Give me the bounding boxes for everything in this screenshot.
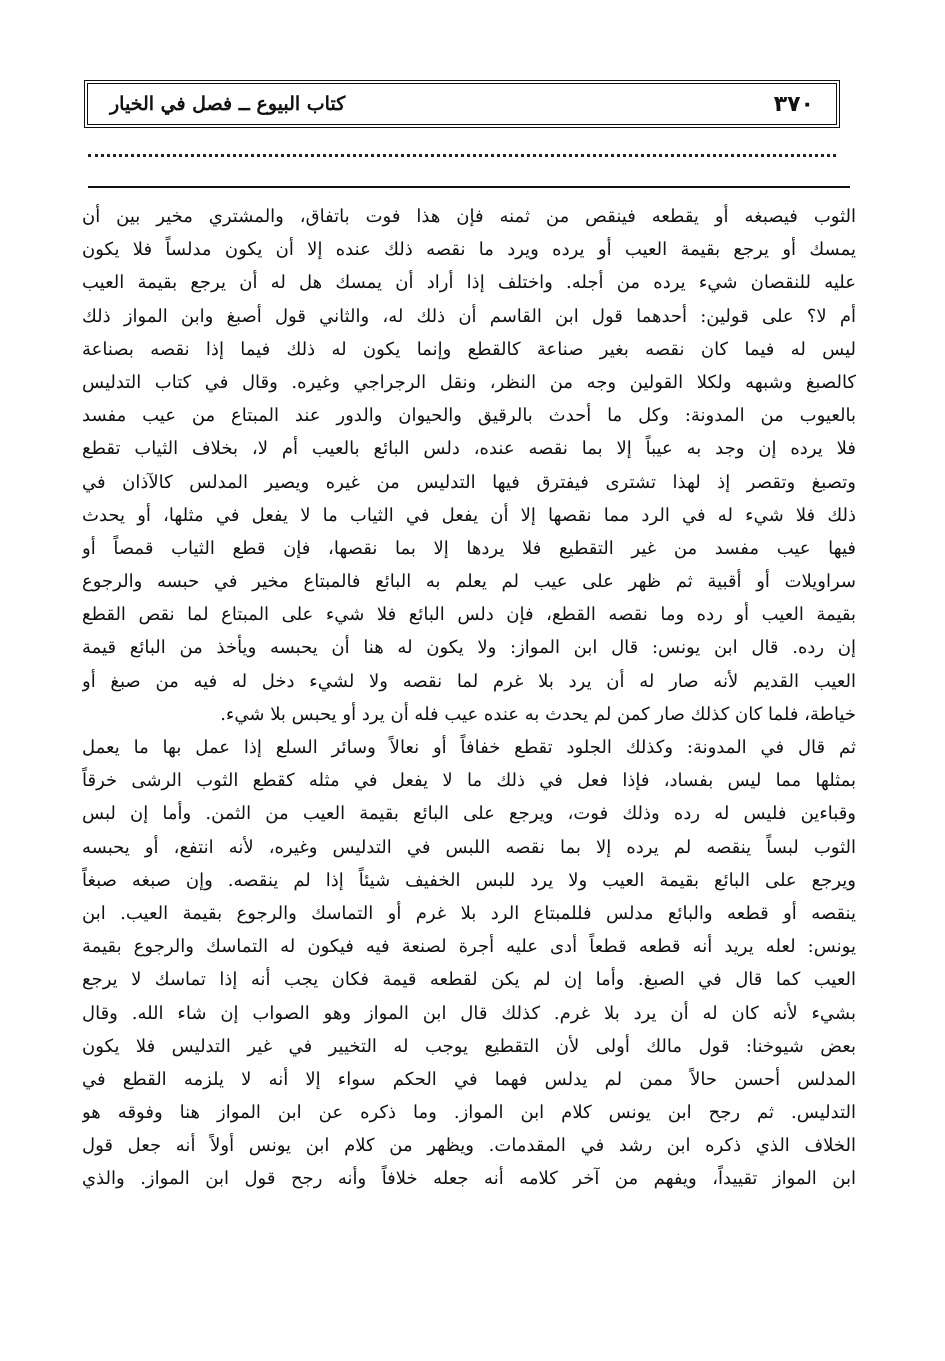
- text-line: ويرجع على البائع بقيمة العيب ولا يرد للبس الخفيف شيئاً إذا لم ينقصه. وإن صبغه صبغاً: [82, 869, 856, 891]
- text-line: ابن المواز تقييداً، ويفهم من آخر كلامه أنه جعله خلافاً وأنه رجح قول ابن المواز. والذي: [82, 1168, 856, 1190]
- text-line: بعض شيوخنا: قول مالك أولى لأن التقطيع يوجب له التخيير في غير التدليس فلا يكون: [82, 1035, 856, 1057]
- page-number: ٣٧٠: [773, 91, 814, 117]
- text-line: بقيمة العيب أو رده وما نقصه القطع، فإن دلس البائع فلا شيء على المبتاع لما نقص القطع: [82, 604, 856, 626]
- page-header: [84, 80, 840, 128]
- text-line: ليس له فيما كان نقصه بغير صناعة كالقطع وإنما يكون له ذلك فيما إذا نقصه بصناعة: [82, 338, 856, 360]
- text-line: ذلك فلا شيء له في الرد مما نقصها إلا أن يفعل في الثياب ما لا يفعل في مثلها، أو يحدث: [82, 504, 856, 526]
- dotted-separator: [88, 154, 836, 157]
- header-rule: [88, 186, 850, 188]
- body-text: [82, 200, 856, 1196]
- text-line: ثم قال في المدونة: وكذلك الجلود تقطع خفافاً أو نعالاً وسائر السلع إذا عمل بها ما يعمل: [82, 737, 856, 758]
- text-line: يمسك أو يرجع بقيمة العيب أو يرده ويرد ما نقصه ذلك عنده إلا أن يكون مدلساً فلا يكون: [82, 239, 856, 261]
- text-line: خياطة، فلما كان كذلك صار كمن لم يحدث به عنده عيب فله أن يرد أو يحبس بلا شيء.: [220, 703, 856, 725]
- text-line: الخلاف الذي ذكره ابن رشد في المقدمات. ويظهر من كلام ابن يونس أولاً أنه جعل قول: [82, 1135, 856, 1157]
- text-line: سراويلات أو أقبية ثم ظهر على عيب لم يعلم به البائع فالمبتاع مخير في حبسه والرجوع: [82, 571, 856, 593]
- text-line: ينقصه أو قطعه والبائع مدلس فللمبتاع الرد بلا غرم أو التماسك والرجوع بقيمة العيب. ابن: [82, 902, 856, 924]
- text-line: فلا يرده إن وجد به عيباً إلا بما نقصه عنده، دلس البائع بالعيب أم لا، بخلاف الثياب تقطع: [82, 438, 856, 460]
- text-line: فيها عيب مفسد من غير التقطيع فلا يردها إلا بما نقصها، فإن قطع الثياب قمصاً أو: [82, 537, 856, 559]
- running-title: كتاب البيوع ــ فصل في الخيار: [110, 93, 346, 115]
- text-line: كالصبغ وشبهه ولكلا القولين وجه من النظر، ونقل الرجراجي وغيره. وقال في كتاب التدليس: [82, 371, 856, 393]
- text-line: بشيء لأنه كان له أن يرد بلا غرم. كذلك قال ابن المواز وهو الصواب إن شاء الله. وقال: [82, 1002, 856, 1024]
- text-line: الثوب فيصبغه أو يقطعه فينقص من ثمنه فإن هذا فوت باتفاق، والمشتري مخير بين أن: [82, 206, 856, 227]
- text-line: وقباءين فليس له رده وذلك فوت، ويرجع على البائع بقيمة العيب من الثمن. وأما إن لبس: [82, 803, 856, 825]
- text-line: العيب القديم لأنه صار له أن يرد بلا غرم لما نقصه ولا لشيء دخل له فيه من صبغ أو: [82, 670, 856, 692]
- text-line: أم لا؟ على قولين: أحدهما قول ابن القاسم أن ذلك له، والثاني قول أصبغ وابن المواز ذلك: [82, 305, 856, 327]
- text-line: العيب كما قال في الصبغ. وأما إن لم يكن لقطعه قيمة فكان يجب أنه إذا تماسك لا يرجع: [82, 969, 856, 991]
- text-line: عليه للنقصان شيء يرده من أجله. واختلف إذا أراد أن يمسك هل له أن يرجع بقيمة العيب: [82, 272, 856, 294]
- text-line: الثوب لبساً ينقصه لم يرده إلا بما نقصه اللبس في التدليس وغيره، لأنه انتفع، أو يحبسه: [82, 836, 856, 858]
- text-line: وتصبغ وتقصر إذ لهذا تشترى فيفترق فيها التدليس من غيره ويصير المدلس كالآذان في: [82, 471, 856, 493]
- text-line: التدليس. ثم رجح ابن يونس كلام ابن المواز. وما ذكره عن ابن المواز هنا وفوقه هو: [82, 1102, 856, 1124]
- text-line: بمثلها مما ليس بفساد، فإذا فعل في ذلك ما لا يفعل في مثله كقطع الثوب الرشى خرقاً: [82, 770, 856, 792]
- text-line: إن رده. قال ابن يونس: قال ابن المواز: ولا يكون له هنا أن يحبسه ويأخذ من البائع قيمة: [82, 637, 856, 659]
- text-line: بالعيوب من المدونة: وكل ما أحدث بالرقيق والحيوان والدور عند المبتاع من عيب مفسد: [82, 405, 856, 427]
- text-line: المدلس أحسن حالاً ممن لم يدلس فهما في الحكم سواء إلا أنه لا يلزمه القطع في: [82, 1068, 856, 1090]
- text-line: يونس: لعله يريد أنه قطعه قطعاً أدى عليه أجرة لصنعة فيه فيكون له التماسك والرجوع بقيمة: [82, 936, 856, 958]
